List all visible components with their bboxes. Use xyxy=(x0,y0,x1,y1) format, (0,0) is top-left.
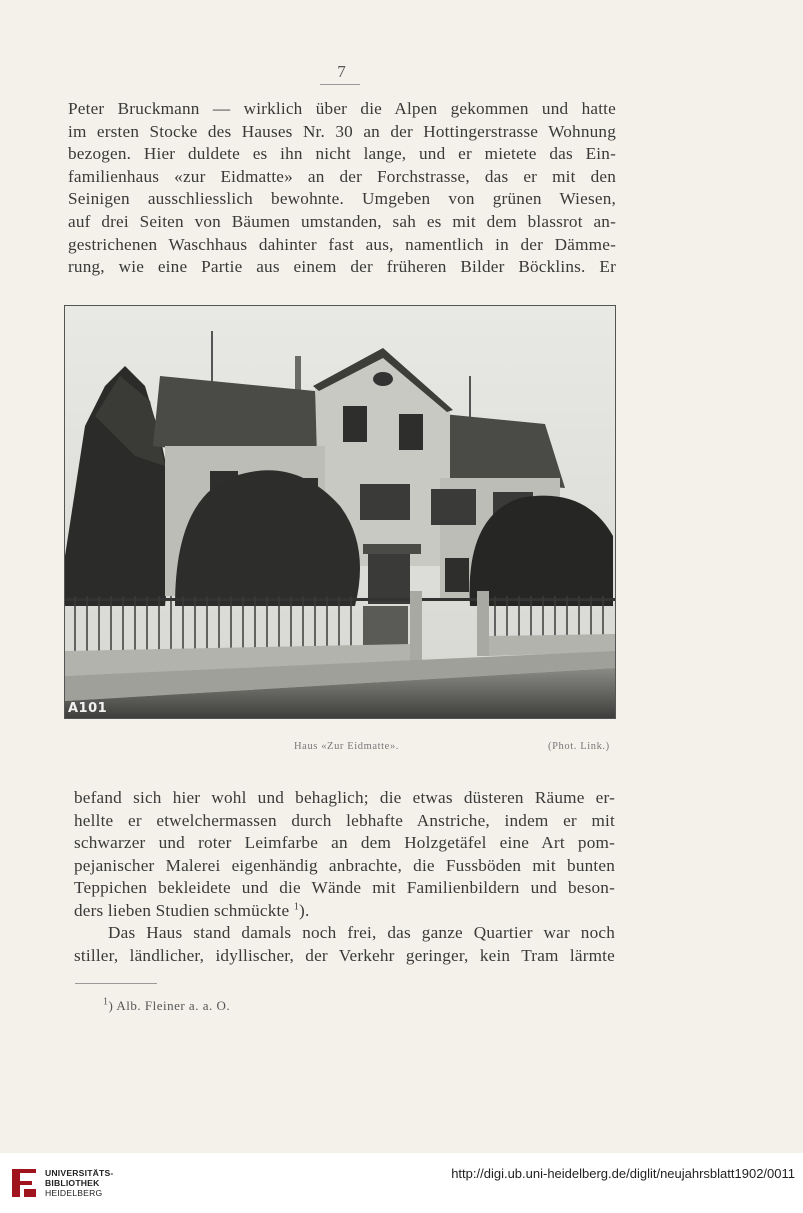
library-line-1: UNIVERSITÄTS- xyxy=(45,1168,114,1178)
library-line-2: BIBLIOTHEK xyxy=(45,1178,100,1188)
figure-caption: Haus «Zur Eidmatte». xyxy=(294,741,400,752)
text-line: hellte er etwelchermassen durch lebhafte Anstriche, indem er mit xyxy=(74,810,615,830)
footnote-rule xyxy=(75,983,157,984)
text-line: Seinigen ausschliesslich bewohnte. Umgeben von grünen Wiesen, xyxy=(68,189,616,209)
text-line: Peter Bruckmann — wirklich über die Alpen gekommen und hatte xyxy=(68,99,616,118)
page-number: 7 xyxy=(337,62,346,81)
footnote-marker: 1 xyxy=(103,996,109,1008)
text-line: pejanischer Malerei eigenhändig anbrachte, die Fussböden mit bunten xyxy=(74,855,615,875)
photo-credit: (Phot. Link.) xyxy=(548,741,610,752)
text-line: schwarzer und roter Leimfarbe an dem Holzgetäfel eine Art pom- xyxy=(74,833,615,853)
paragraph-2 xyxy=(74,787,615,923)
text-line-closing: ). xyxy=(299,900,310,920)
library-footer xyxy=(0,1153,803,1213)
paragraph-1 xyxy=(68,98,616,279)
plate-mark: A101 xyxy=(68,701,108,716)
text-line: Teppichen bekleidete und die Wände mit Familienbildern und beson- xyxy=(74,878,615,898)
footnote-text: ) Alb. Fleiner a. a. O. xyxy=(108,998,231,1013)
library-name xyxy=(45,1168,114,1198)
text-line: Das Haus stand damals noch frei, das ganze Quartier war noch xyxy=(108,923,615,942)
text-line: befand sich hier wohl und behaglich; die etwas düsteren Räume er- xyxy=(74,788,615,807)
footnote-reference: 1 xyxy=(293,901,300,913)
library-line-3: HEIDELBERG xyxy=(45,1188,103,1198)
house-photo-illustration xyxy=(65,306,615,718)
text-line: im ersten Stocke des Hauses Nr. 30 an der Hottingerstrasse Wohnung xyxy=(68,121,616,141)
text-line-content: ders lieben Studien schmückte xyxy=(74,900,290,920)
text-line: familienhaus «zur Eidmatte» an der Forchstrasse, das er mit den xyxy=(68,166,616,186)
text-line: stiller, ländlicher, idyllischer, der Verkehr geringer, kein Tram lärmte xyxy=(74,945,615,965)
page-number-rule xyxy=(320,84,360,85)
text-line: auf drei Seiten von Bäumen umstanden, sah es mit dem blassrot an- xyxy=(68,211,616,231)
text-line xyxy=(74,900,615,923)
document-url-link[interactable]: http://digi.ub.uni-heidelberg.de/diglit/neujahrsblatt1902/0011 xyxy=(451,1166,795,1181)
footnote xyxy=(103,998,230,1014)
text-line: bezogen. Hier duldete es ihn nicht lange, und er mietete das Ein- xyxy=(68,144,616,164)
house-photograph xyxy=(64,305,616,719)
paragraph-3 xyxy=(74,922,615,967)
text-line: gestrichenen Waschhaus dahinter fast aus, namentlich in der Dämme- xyxy=(68,234,616,254)
university-library-logo-icon xyxy=(8,1165,40,1201)
text-line: rung, wie eine Partie aus einem der früheren Bilder Böcklins. Er xyxy=(68,257,616,277)
